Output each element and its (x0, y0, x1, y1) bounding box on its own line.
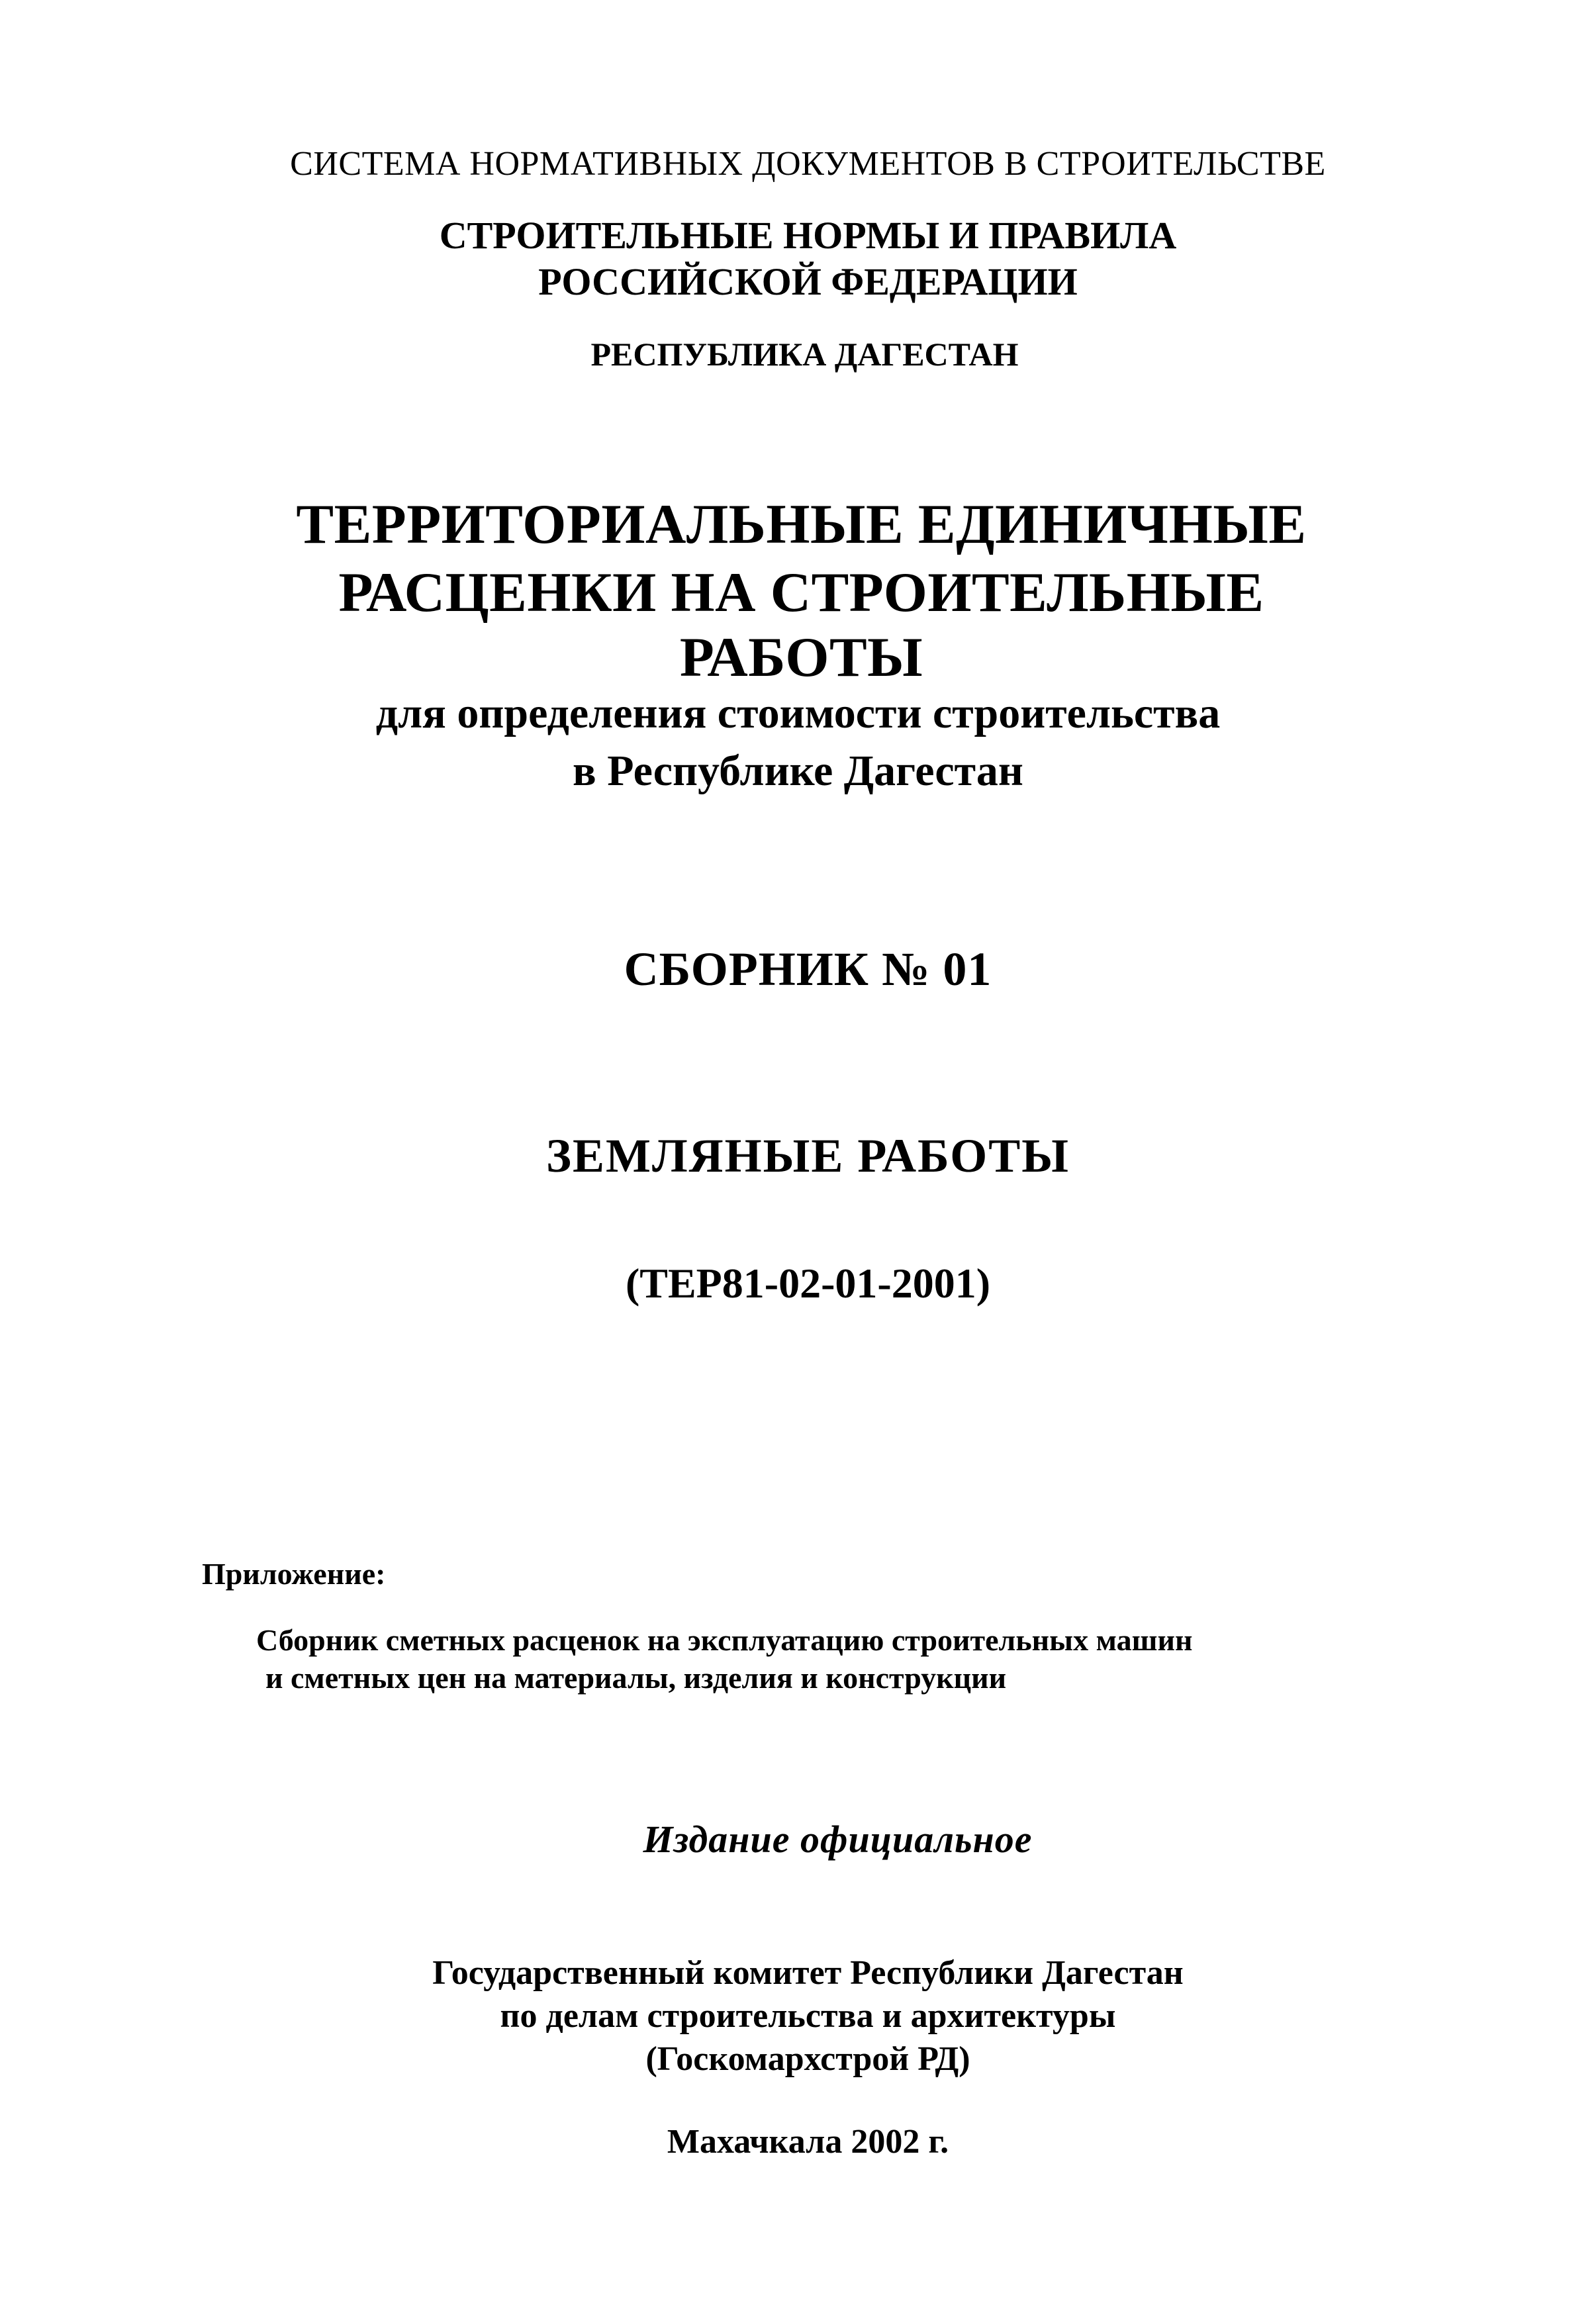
republic-heading: РЕСПУБЛИКА ДАГЕСТАН (590, 336, 1019, 373)
document-subtitle-line-2: в Республике Дагестан (573, 747, 1023, 795)
city-year: Махачкала 2002 г. (667, 2123, 949, 2161)
document-title-line-1: ТЕРРИТОРИАЛЬНЫЕ ЕДИНИЧНЫЕ (296, 493, 1307, 555)
official-edition-label: Издание официальное (643, 1818, 1033, 1861)
document-title-line-2: РАСЦЕНКИ НА СТРОИТЕЛЬНЫЕ (338, 561, 1264, 624)
collection-number: СБОРНИК № 01 (624, 943, 992, 996)
document-code: (ТЕР81-02-01-2001) (625, 1260, 991, 1307)
snip-heading-line-2: РОССИЙСКОЙ ФЕДЕРАЦИИ (538, 260, 1078, 303)
publisher-line-3: (Госкомархстрой РД) (645, 2040, 970, 2078)
document-title-line-3: РАБОТЫ (679, 626, 923, 688)
appendix-label: Приложение: (202, 1557, 386, 1591)
publisher-line-1: Государственный комитет Республики Дагестан (432, 1954, 1184, 1992)
document-subtitle-line-1: для определения стоимости строительства (375, 689, 1221, 737)
snip-heading-line-1: СТРОИТЕЛЬНЫЕ НОРМЫ И ПРАВИЛА (439, 214, 1177, 257)
appendix-text-line-1: Сборник сметных расценок на эксплуатацию строительных машин (256, 1623, 1193, 1657)
appendix-text-line-2: и сметных цен на материалы, изделия и конструкции (265, 1661, 1007, 1695)
publisher-line-2: по делам строительства и архитектуры (500, 1997, 1116, 2035)
system-heading: СИСТЕМА НОРМАТИВНЫХ ДОКУМЕНТОВ В СТРОИТЕЛЬСТВЕ (290, 145, 1326, 183)
work-type-heading: ЗЕМЛЯНЫЕ РАБОТЫ (546, 1129, 1070, 1182)
